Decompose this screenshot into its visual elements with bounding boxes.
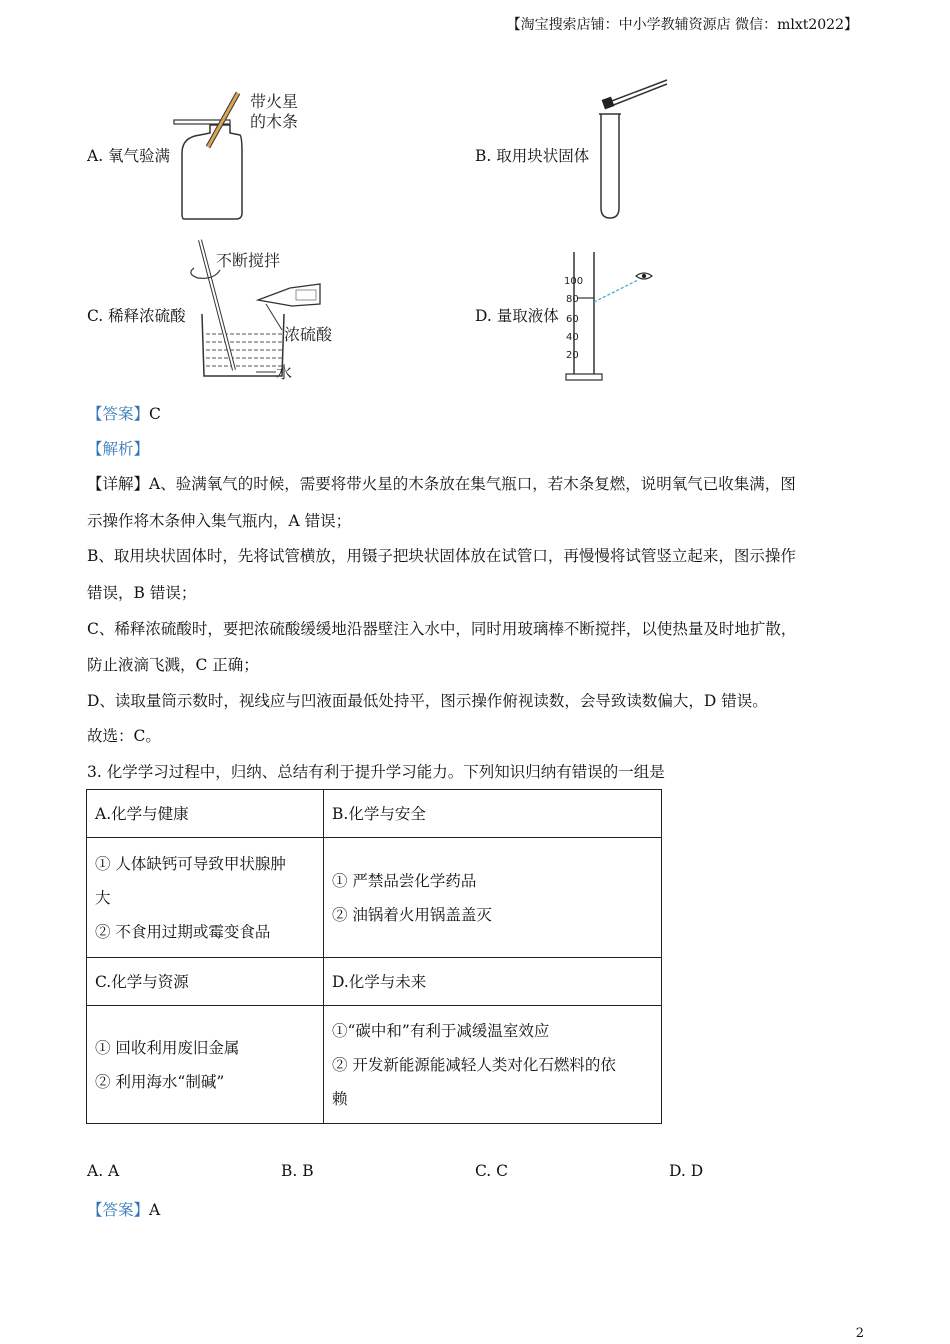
splint-label-2: 的木条	[250, 112, 299, 131]
analysis-line: 示操作将木条伸入集气瓶内，A 错误；	[87, 512, 352, 530]
solid-block	[602, 97, 615, 110]
cell-b-items: ① 严禁品尝化学药品 ② 油锅着火用锅盖盖灭	[324, 838, 662, 958]
knowledge-table	[86, 789, 662, 1124]
tweezers	[609, 80, 667, 102]
analysis-line: 故选：C。	[87, 727, 161, 745]
answer-1: 【答案】C	[87, 405, 161, 423]
gas-bottle-figure	[170, 85, 320, 225]
analysis-tag: 【解析】	[87, 440, 150, 458]
analysis-line: 防止液滴飞溅，C 正确；	[87, 656, 259, 674]
analysis-line: B、取用块状固体时，先将试管横放，用镊子把块状固体放在试管口，再慢慢将试管竖立起来，图示操作	[87, 547, 796, 565]
cell-d-title: D.化学与未来	[324, 958, 662, 1006]
option-a-label: A. 氧气验满	[87, 147, 171, 165]
page-number: 2	[855, 1326, 864, 1341]
cell-b-title: B.化学与安全	[324, 790, 662, 838]
page-header: 【淘宝搜索店铺：中小学教辅资源店 微信：mlxt2022】	[506, 17, 858, 33]
choice-d: D. D	[669, 1162, 704, 1180]
analysis-line: D、读取量筒示数时，视线应与凹液面最低处持平，图示操作俯视读数，会导致读数偏大，D 错误。	[87, 692, 768, 710]
answer-2: 【答案】A	[87, 1201, 161, 1219]
choice-c: C. C	[475, 1162, 509, 1180]
test-tube	[599, 114, 621, 218]
cell-d-items: ①“碳中和”有利于减缓温室效应 ② 开发新能源能减轻人类对化石燃料的依 赖	[324, 1006, 662, 1124]
sight-line	[594, 280, 638, 302]
splint-label-1: 带火星	[250, 92, 299, 111]
cell-c-items: ① 回收利用废旧金属 ② 利用海水“制碱”	[87, 1006, 324, 1124]
choice-b: B. B	[281, 1162, 314, 1180]
question-3-stem: 3. 化学学习过程中，归纳、总结有利于提升学习能力。下列知识归纳有错误的一组是	[87, 763, 665, 781]
cylinder-figure	[560, 244, 670, 384]
acid-bottle	[258, 284, 320, 306]
water-label: 水	[276, 363, 293, 382]
analysis-line: 错误，B 错误；	[87, 584, 197, 602]
svg-text:20: 20	[566, 350, 579, 361]
option-d-label: D. 量取液体	[475, 307, 559, 325]
svg-text:40: 40	[566, 332, 579, 343]
dilution-figure	[180, 234, 350, 384]
cell-a-items: ① 人体缺钙可导致甲状腺肿 大 ② 不食用过期或霉变食品	[87, 838, 324, 958]
svg-text:60: 60	[566, 314, 579, 325]
cell-c-title: C.化学与资源	[87, 958, 324, 1006]
svg-text:100: 100	[564, 276, 584, 287]
option-b-label: B. 取用块状固体	[475, 147, 590, 165]
acid-label: 浓硫酸	[284, 325, 333, 344]
beaker	[202, 314, 284, 376]
svg-text:80: 80	[566, 294, 579, 305]
option-c-label: C. 稀释浓硫酸	[87, 307, 186, 325]
choice-a: A. A	[87, 1162, 120, 1180]
analysis-line: C、稀释浓硫酸时，要把浓硫酸缓缓地沿器壁注入水中，同时用玻璃棒不断搅拌，以使热量及时地扩散，	[87, 620, 797, 638]
test-tube-figure	[595, 78, 675, 223]
cell-a-title: A.化学与健康	[87, 790, 324, 838]
stir-label: 不断搅拌	[216, 251, 281, 270]
analysis-line: 【详解】A、验满氧气的时候，需要将带火星的木条放在集气瓶口，若木条复燃，说明氧气已收集满，图	[87, 475, 796, 493]
